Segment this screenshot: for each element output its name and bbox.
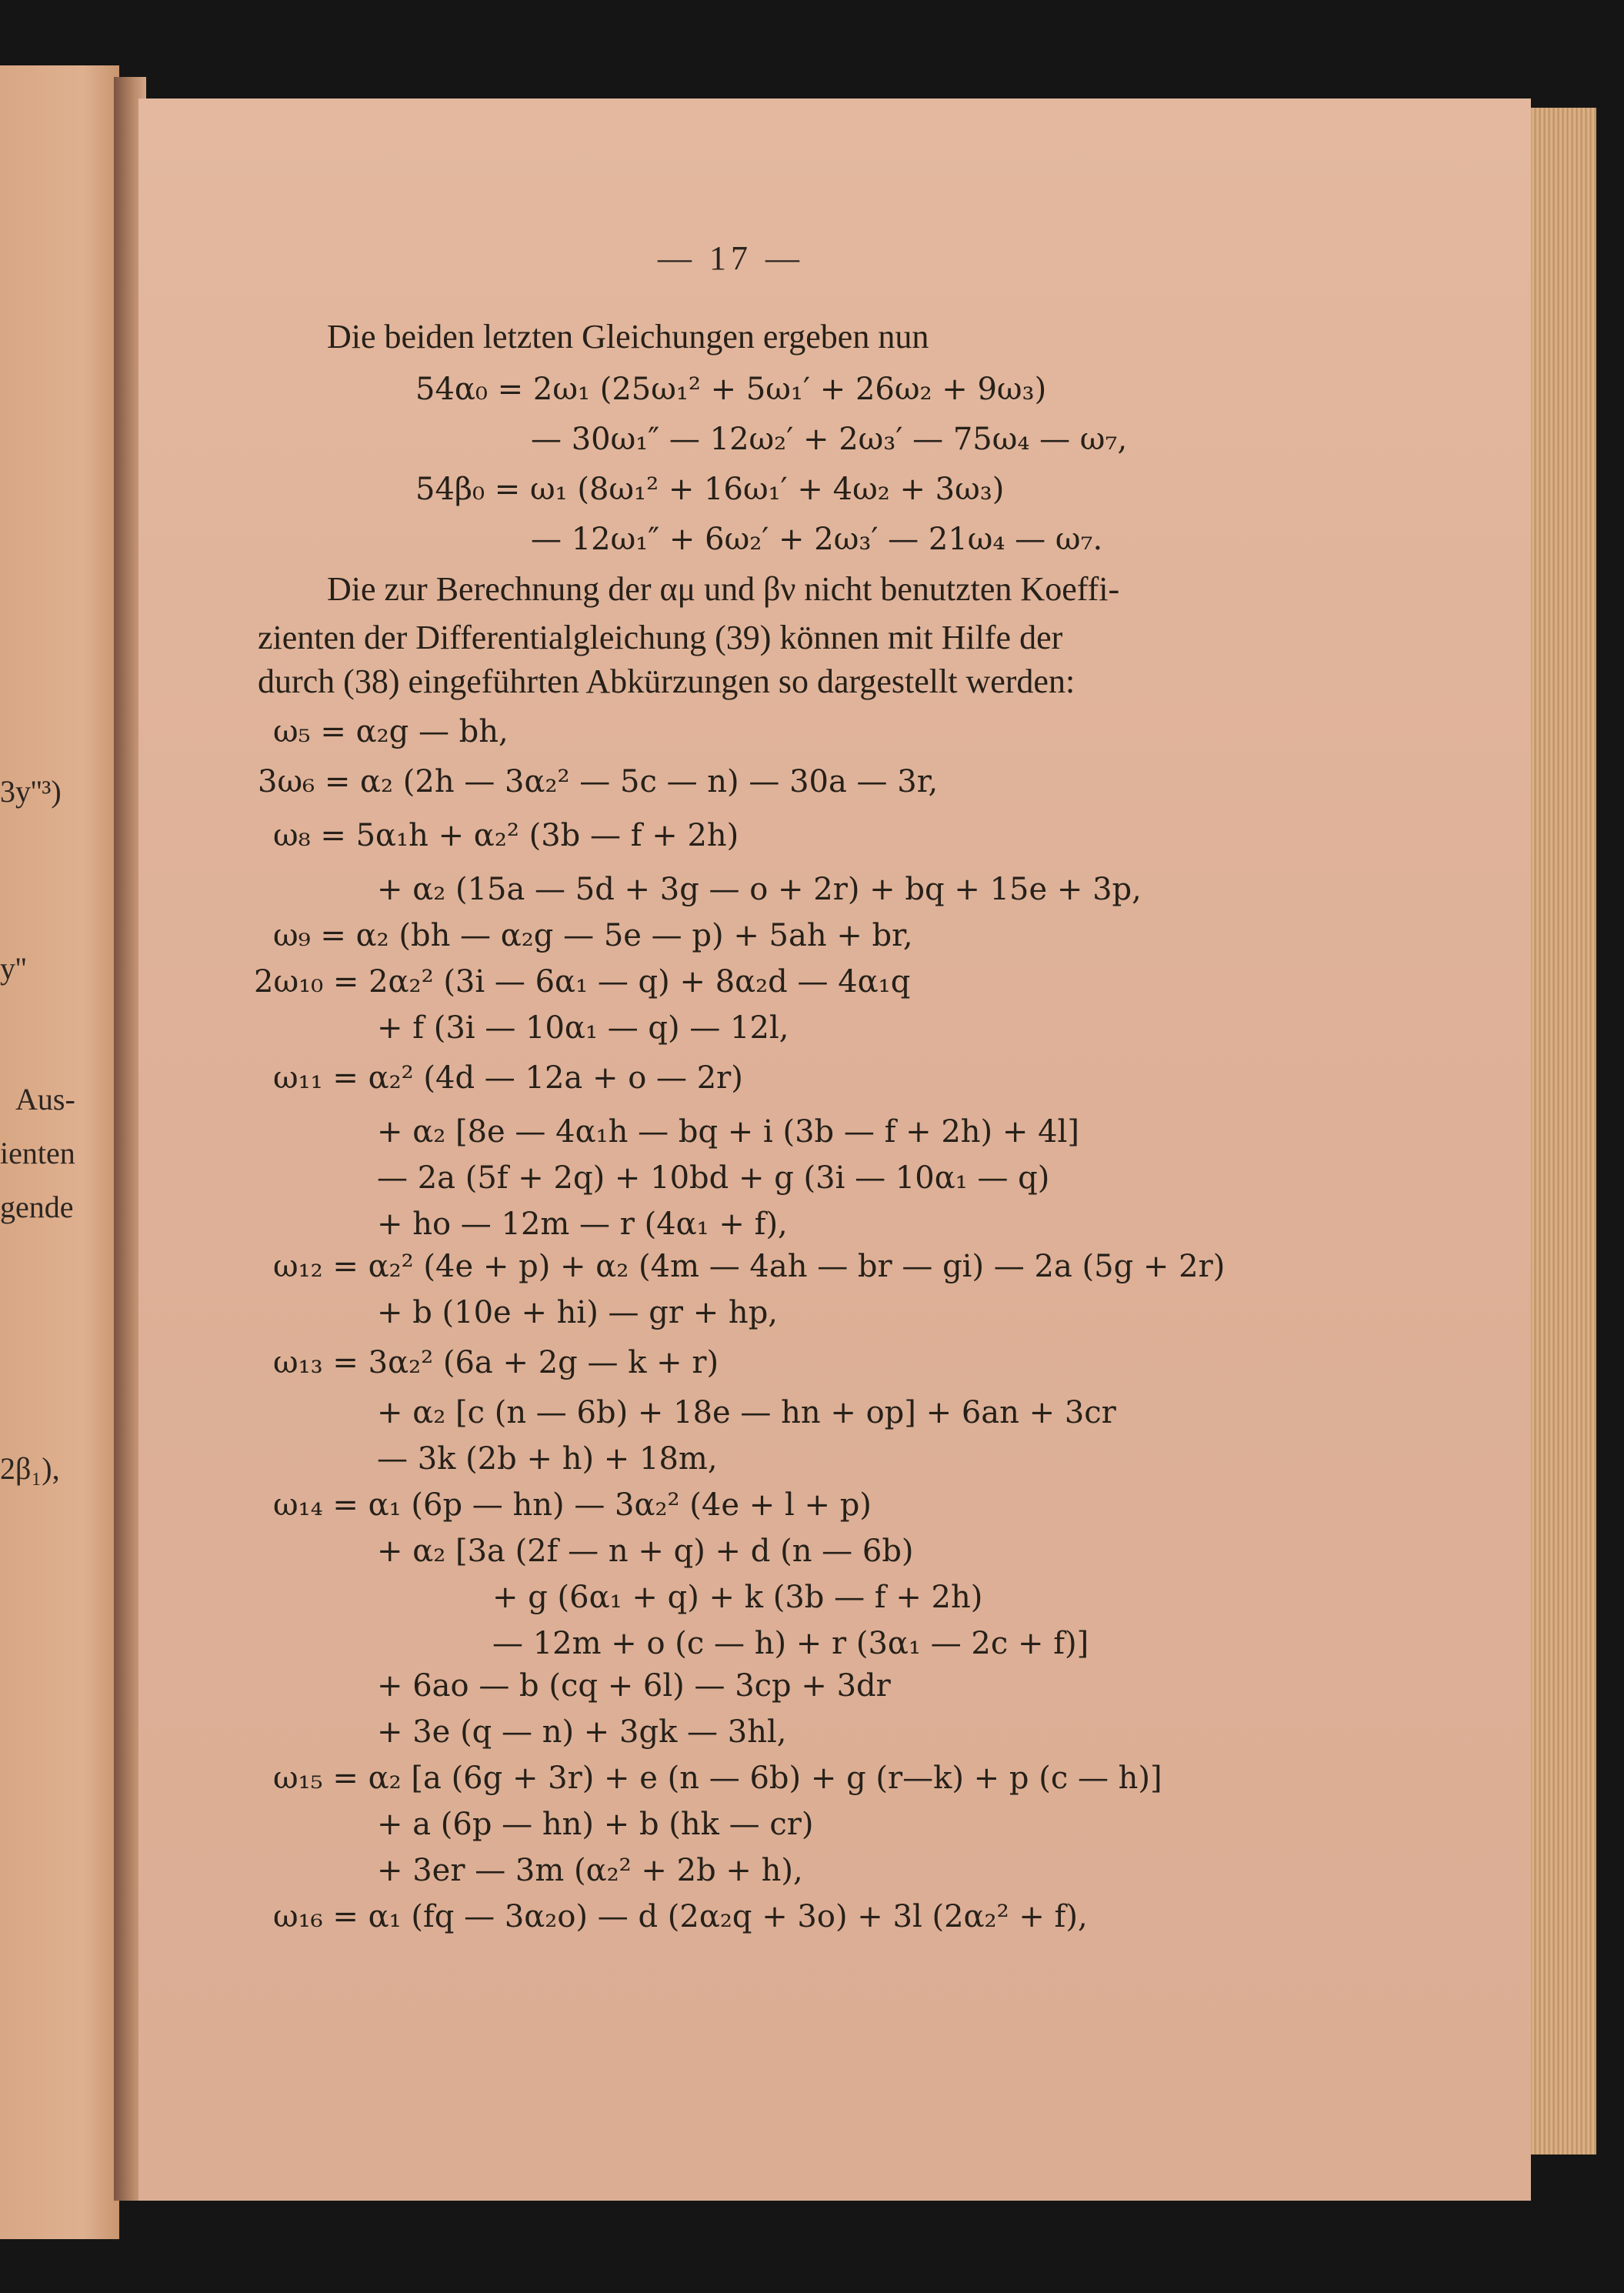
equation-line: + g (6α₁ + q) + k (3b — f + 2h) [492, 1580, 983, 1615]
paragraph-line: zienten der Differentialgleichung (39) können mit Hilfe der [258, 619, 1063, 656]
left-fragment: 3y''³) [0, 774, 62, 809]
equation-line: + α₂ [c (n — 6b) + 18e — hn + op] + 6an + 3cr [377, 1395, 1116, 1430]
equation-line: + ho — 12m — r (4α₁ + f), [377, 1207, 788, 1242]
equation-line: — 12m + o (c — h) + r (3α₁ — 2c + f)] [492, 1626, 1089, 1661]
equation-line: 54β₀ = ω₁ (8ω₁² + 16ω₁′ + 4ω₂ + 3ω₃) [415, 472, 1005, 507]
equation-line: — 12ω₁″ + 6ω₂′ + 2ω₃′ — 21ω₄ — ω₇. [531, 522, 1103, 557]
paragraph-line: durch (38) eingeführten Abkürzungen so dargestellt werden: [258, 663, 1075, 700]
equation-line: ω₉ = α₂ (bh — α₂g — 5e — p) + 5ah + br, [273, 918, 913, 953]
page-number: — 17 — [658, 239, 804, 277]
equation-line: ω₅ = α₂g — bh, [273, 714, 509, 749]
equation-line: ω₁₄ = α₁ (6p — hn) — 3α₂² (4e + l + p) [273, 1487, 872, 1523]
equation-line: + a (6p — hn) + b (hk — cr) [377, 1807, 814, 1842]
left-page [0, 65, 119, 2239]
equation-line: + f (3i — 10α₁ — q) — 12l, [377, 1010, 789, 1046]
equation-line: ω₁₃ = 3α₂² (6a + 2g — k + r) [273, 1345, 719, 1380]
equation-line: 3ω₆ = α₂ (2h — 3α₂² — 5c — n) — 30a — 3r, [258, 764, 939, 799]
left-fragment: ienten [0, 1136, 75, 1170]
equation-line: + 3e (q — n) + 3gk — 3hl, [377, 1714, 787, 1750]
equation-line: 2ω₁₀ = 2α₂² (3i — 6α₁ — q) + 8α₂d — 4α₁q [254, 964, 911, 1000]
equation-line: ω₁₁ = α₂² (4d — 12a + o — 2r) [273, 1060, 743, 1096]
equation-line: — 3k (2b + h) + 18m, [377, 1441, 718, 1477]
equation-line: + α₂ [8e — 4α₁h — bq + i (3b — f + 2h) + 4l] [377, 1114, 1079, 1150]
equation-line: 54α₀ = 2ω₁ (25ω₁² + 5ω₁′ + 26ω₂ + 9ω₃) [415, 372, 1047, 407]
equation-line: ω₁₅ = α₂ [a (6g + 3r) + e (n — 6b) + g (r—k) + p (c — h)] [273, 1761, 1162, 1796]
left-fragment: y'' [0, 951, 27, 986]
equation-line: — 30ω₁″ — 12ω₂′ + 2ω₃′ — 75ω₄ — ω₇, [531, 422, 1128, 457]
left-fragment: gende [0, 1190, 74, 1224]
equation-line: + 6ao — b (cq + 6l) — 3cp + 3dr [377, 1668, 891, 1704]
left-fragment: 2β₁), [0, 1451, 60, 1486]
equation-line: ω₈ = 5α₁h + α₂² (3b — f + 2h) [273, 818, 739, 853]
left-fragment: Aus- [15, 1082, 75, 1116]
page-edge [1531, 108, 1596, 2154]
equation-line: — 2a (5f + 2q) + 10bd + g (3i — 10α₁ — q) [377, 1160, 1050, 1196]
equation-line: + α₂ [3a (2f — n + q) + d (n — 6b) [377, 1534, 914, 1569]
equation-line: ω₁₂ = α₂² (4e + p) + α₂ (4m — 4ah — br — gi) — 2a (5g + 2r) [273, 1249, 1226, 1284]
paragraph-line: Die zur Berechnung der αμ und βν nicht benutzten Koeffi- [327, 570, 1120, 608]
intro-line: Die beiden letzten Gleichungen ergeben nun [327, 318, 929, 355]
equation-line: + 3er — 3m (α₂² + 2b + h), [377, 1853, 803, 1888]
equation-line: ω₁₆ = α₁ (fq — 3α₂o) — d (2α₂q + 3o) + 3l (2α₂² + f), [273, 1899, 1088, 1934]
equation-line: + α₂ (15a — 5d + 3g — o + 2r) + bq + 15e + 3p, [377, 872, 1142, 907]
equation-line: + b (10e + hi) — gr + hp, [377, 1295, 779, 1330]
